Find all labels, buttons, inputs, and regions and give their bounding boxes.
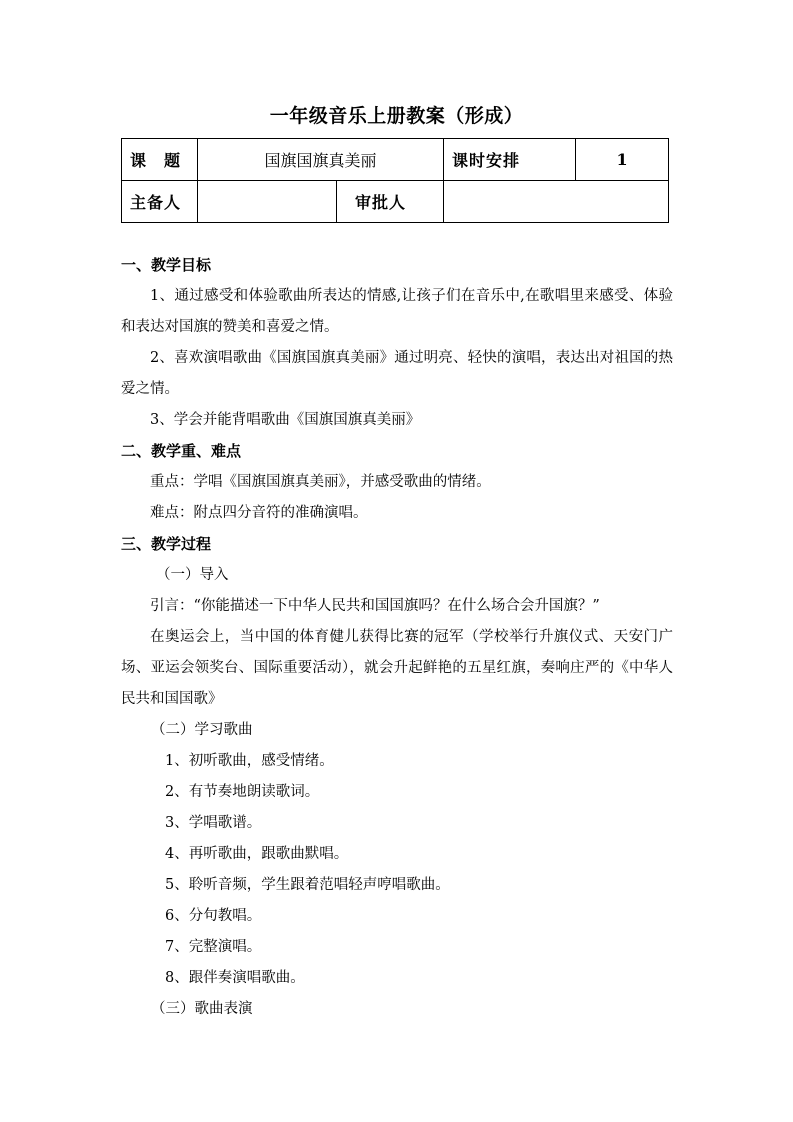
section-heading-goals: 一、教学目标	[121, 256, 212, 274]
section-heading-process: 三、教学过程	[121, 535, 212, 553]
difficult-point: 难点：附点四分音符的准确演唱。	[150, 505, 368, 521]
intro-quote: 引言：“你能描述一下中华人民共和国国旗吗？在什么场合会升国旗？”	[150, 598, 600, 614]
approver-label: 审批人	[337, 181, 444, 223]
schedule-value: 1	[576, 139, 669, 181]
step-item: 7、完整演唱。	[165, 939, 262, 955]
intro-paragraph: 在奥运会上，当中国的体育健儿获得比赛的冠军（学校举行升旗仪式、天安门广场、亚运会领奖台、国际重要活动），就会升起鲜艳的五星红旗，奏响庄严的《中华人民共和国国歌》	[121, 629, 673, 707]
table-row	[122, 181, 669, 223]
step-item: 6、分句教唱。	[165, 908, 262, 924]
goal-item: 1、通过感受和体验歌曲所表达的情感,让孩子们在音乐中,在歌唱里来感受、体验和表达对国旗的赞美和喜爱之情。	[121, 288, 673, 335]
preparer-value	[198, 181, 337, 223]
part-title-intro: （一）导入	[156, 567, 229, 583]
part-title-learn-song: （二）学习歌曲	[151, 722, 253, 738]
step-item: 2、有节奏地朗读歌词。	[165, 784, 320, 800]
step-item: 1、初听歌曲，感受情绪。	[165, 753, 334, 769]
goal-item: 2、喜欢演唱歌曲《国旗国旗真美丽》通过明亮、轻快的演唱，表达出对祖国的热爱之情。	[121, 350, 673, 397]
document-title: 一年级音乐上册教案（形成）	[269, 105, 524, 127]
step-item: 4、再听歌曲，跟歌曲默唱。	[165, 846, 349, 862]
key-point: 重点：学唱《国旗国旗真美丽》，并感受歌曲的情绪。	[150, 474, 491, 490]
step-item: 8、跟伴奏演唱歌曲。	[165, 970, 305, 986]
preparer-label: 主备人	[122, 181, 198, 223]
section-heading-key-points: 二、教学重、难点	[121, 442, 242, 460]
schedule-label: 课时安排	[444, 139, 576, 181]
table-row	[122, 139, 669, 181]
topic-label: 课 题	[122, 139, 198, 181]
step-item: 5、聆听音频，学生跟着范唱轻声哼唱歌曲。	[165, 877, 450, 893]
goal-item: 3、学会并能背唱歌曲《国旗国旗真美丽》	[150, 412, 421, 428]
lesson-info-table	[121, 138, 669, 223]
topic-value: 国旗国旗真美丽	[198, 139, 444, 181]
approver-value	[444, 181, 669, 223]
lesson-content	[121, 250, 673, 1025]
part-title-performance: （三）歌曲表演	[151, 1001, 253, 1017]
step-item: 3、学唱歌谱。	[165, 815, 262, 831]
